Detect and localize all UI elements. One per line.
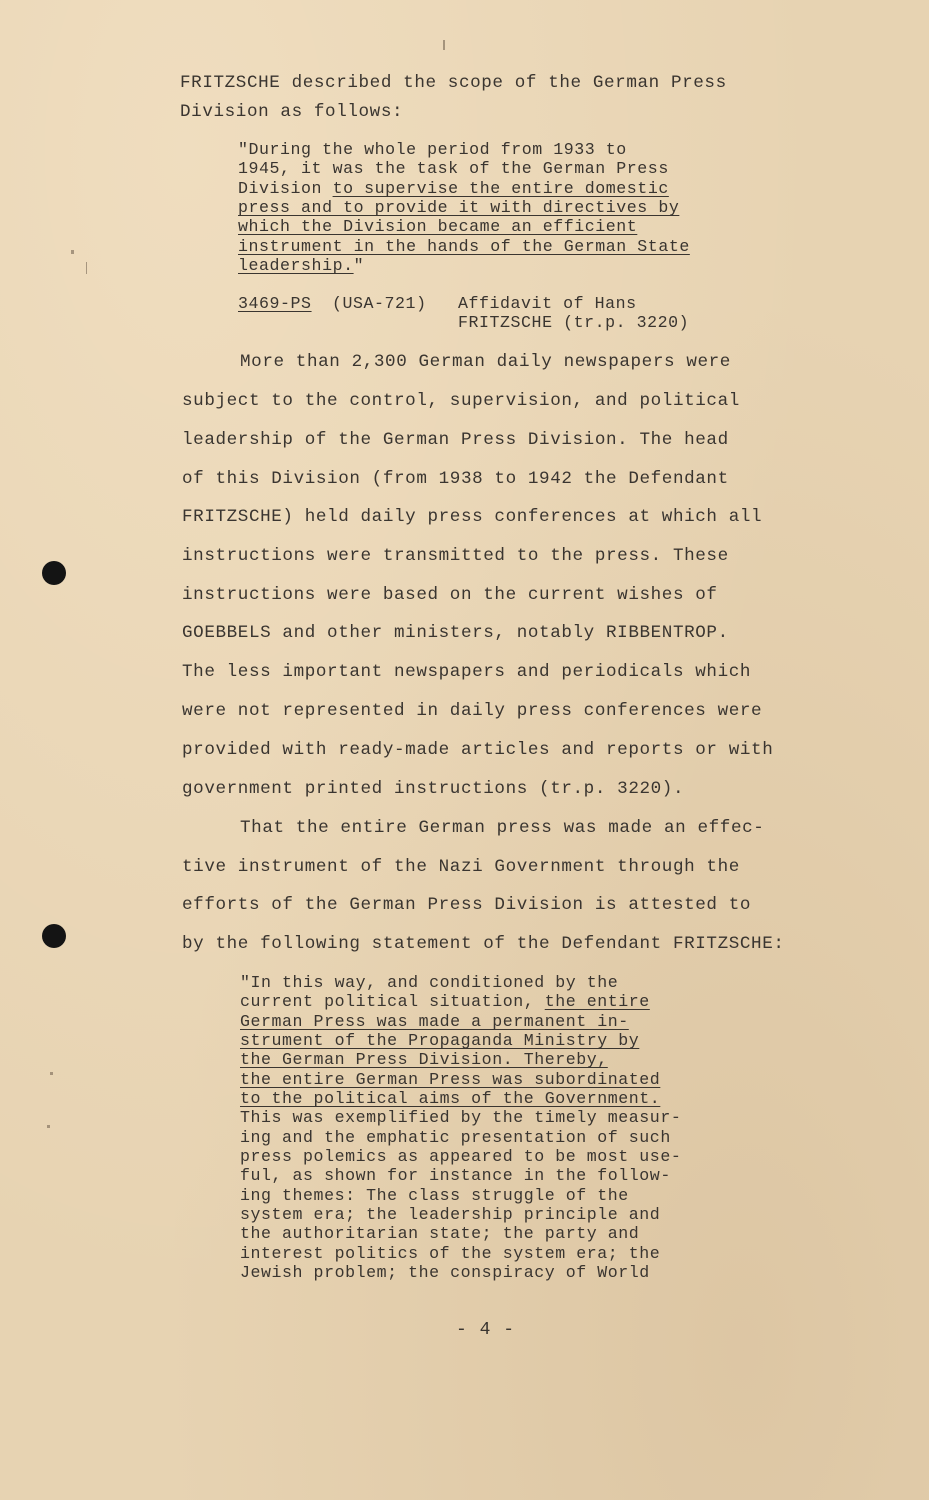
quote-line: "During the whole period from 1933 to [238, 140, 627, 159]
quote-line: Division to supervise the entire domestic [238, 179, 669, 198]
paper-speck [443, 40, 445, 50]
citation-description: Affidavit of Hans [458, 294, 637, 313]
body-line: tive instrument of the Nazi Government through the [182, 857, 740, 877]
intro-line: Division as follows: [180, 102, 404, 122]
quote-line: press and to provide it with directives by [238, 198, 680, 217]
quote-line: German Press was made a permanent in- [240, 1012, 629, 1031]
page-number: - 4 - [456, 1320, 516, 1340]
paper-speck [71, 250, 74, 254]
quote-line: "In this way, and conditioned by the [240, 973, 619, 992]
citation-description: FRITZSCHE (tr.p. 3220) [458, 313, 690, 332]
body-line: That the entire German press was made an effec- [240, 818, 765, 838]
body-line: GOEBBELS and other ministers, notably RIBBENTROP. [182, 623, 729, 643]
citation-exhibit: (USA-721) [332, 294, 427, 313]
quote-line: instrument in the hands of the German State [238, 237, 690, 256]
body-line: provided with ready-made articles and reports or with [182, 740, 774, 760]
body-line: leadership of the German Press Division. The head [182, 430, 729, 450]
body-line: subject to the control, supervision, and political [182, 391, 740, 411]
body-line: FRITZSCHE) held daily press conferences at which all [182, 507, 763, 527]
quote-line: ing themes: The class struggle of the [240, 1186, 629, 1205]
body-line: of this Division (from 1938 to 1942 the Defendant [182, 469, 729, 489]
body-line: instructions were transmitted to the press. These [182, 546, 729, 566]
quote-line: to the political aims of the Government. [240, 1089, 661, 1108]
body-line: were not represented in daily press conferences were [182, 701, 763, 721]
quote-line: leadership." [238, 256, 365, 275]
quote-line: strument of the Propaganda Ministry by [240, 1031, 640, 1050]
quote-line: which the Division became an efficient [238, 217, 638, 236]
paper-speck [86, 262, 87, 274]
quote-line: interest politics of the system era; the [240, 1244, 661, 1263]
body-line: government printed instructions (tr.p. 3220). [182, 779, 685, 799]
quote-line: press polemics as appeared to be most use- [240, 1147, 682, 1166]
body-line: More than 2,300 German daily newspapers were [240, 352, 731, 372]
intro-line: FRITZSCHE described the scope of the German Press [180, 73, 727, 93]
body-line: by the following statement of the Defendant FRITZSCHE: [182, 934, 785, 954]
punch-hole-bottom [42, 924, 66, 948]
quote-line: the entire German Press was subordinated [240, 1070, 661, 1089]
quote-line: the German Press Division. Thereby, [240, 1050, 608, 1069]
quote-line: ful, as shown for instance in the follow- [240, 1166, 671, 1185]
quote-line: the authoritarian state; the party and [240, 1224, 640, 1243]
body-line: instructions were based on the current wishes of [182, 585, 718, 605]
quote-line: system era; the leadership principle and [240, 1205, 661, 1224]
citation-doc-id: 3469-PS [238, 294, 312, 313]
quote-line: 1945, it was the task of the German Press [238, 159, 669, 178]
body-line: The less important newspapers and periodicals which [182, 662, 752, 682]
punch-hole-top [42, 561, 66, 585]
paper-speck [47, 1125, 50, 1128]
paper-speck [50, 1072, 53, 1075]
quote-line: ing and the emphatic presentation of such [240, 1128, 671, 1147]
quote-line: Jewish problem; the conspiracy of World [240, 1263, 650, 1282]
quote-line: current political situation, the entire [240, 992, 650, 1011]
body-line: efforts of the German Press Division is attested to [182, 895, 752, 915]
quote-line: This was exemplified by the timely measur- [240, 1108, 682, 1127]
